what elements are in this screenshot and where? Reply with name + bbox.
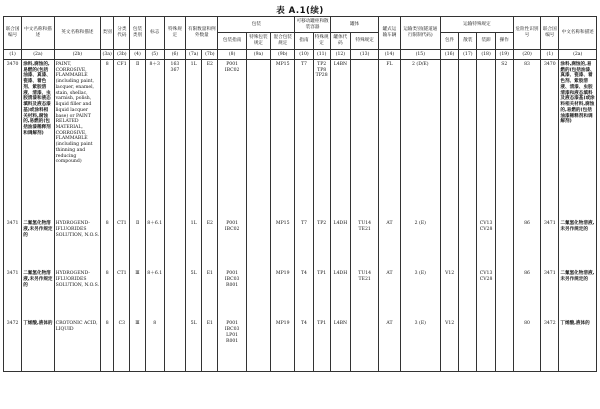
- dangerous-goods-table: [3, 16, 597, 372]
- cell-cn-name: 涂料,腐蚀的,易燃的(包括油漆、真漆、瓷漆、着色剂、紫胶溶液、清漆、虫胶清漆和液态填料及液态漆基)或涂料相关材料,腐蚀的,易燃的(包括油漆稀释剂和调解剂): [22, 59, 54, 219]
- column-number-row: [4, 49, 597, 59]
- cell-label: 8＋3: [145, 59, 164, 219]
- cell-limited-quantity: 5L: [186, 269, 202, 319]
- cell-loading: CV13 CV28: [477, 219, 495, 269]
- col-num: (6): [164, 49, 185, 59]
- col-num: (7a): [186, 49, 202, 59]
- table-row: [4, 219, 597, 269]
- cell-un-number: 3470: [4, 59, 22, 219]
- col-num: (2a): [559, 49, 597, 59]
- header-packing-group: 包装类别: [130, 17, 145, 50]
- header-tank-vehicle: 罐式运输车辆: [379, 17, 400, 50]
- header-tank-special: 特殊规定: [313, 33, 330, 49]
- cell-packing-group: Ⅲ: [130, 269, 145, 319]
- cell-un-number-2: 3470: [541, 59, 559, 219]
- cell-class-code: CF1: [114, 59, 130, 219]
- cell-packing-group: Ⅱ: [130, 59, 145, 219]
- cell-tank-special: TP2: [313, 219, 330, 269]
- col-num: (3a): [101, 49, 114, 59]
- cell-class-code: C3: [114, 319, 130, 371]
- table-row: [4, 59, 597, 219]
- header-tank-instruction: 指南: [295, 33, 313, 49]
- cell-cn-name: 二氟氢化物溶液,未另作规定的: [22, 269, 54, 319]
- cell-operation: [495, 319, 513, 371]
- col-num: (13): [351, 49, 379, 59]
- col-num: (20): [513, 49, 540, 59]
- cell-special-packing: [246, 319, 270, 371]
- cell-cn-name-2: 丁烯酸,液体的: [559, 319, 597, 371]
- cell-un-number-2: 3471: [541, 219, 559, 269]
- cell-packages: V12: [441, 269, 459, 319]
- header-group-portable-tank: 可移动罐柜和散装容器: [295, 17, 330, 33]
- cell-loading: CV13 CV28: [477, 269, 495, 319]
- cell-limited-quantity: 1L: [186, 219, 202, 269]
- cell-tank-code: L4DH: [330, 269, 350, 319]
- cell-un-number-2: 3472: [541, 319, 559, 371]
- header-un-number-2: 联合国编号: [541, 17, 559, 50]
- header-packages: 包件: [441, 33, 459, 49]
- cell-cn-name-2: 二氟氢化物溶液,未另作规定的: [559, 219, 597, 269]
- table-row: [4, 319, 597, 371]
- header-special-packing: 特殊包装规定: [246, 33, 270, 49]
- cell-excepted-quantity: E2: [202, 59, 218, 219]
- header-class: 类别: [101, 17, 114, 50]
- cell-tank-code: L4DH: [330, 219, 350, 269]
- cell-tank-instruction: T7: [295, 219, 313, 269]
- cell-tank-code: L4BN: [330, 319, 350, 371]
- cell-un-number: 3471: [4, 269, 22, 319]
- cell-class: 8: [101, 319, 114, 371]
- cell-tank-vehicle: FL: [379, 59, 400, 219]
- col-num: (18): [477, 49, 495, 59]
- cell-class-code: CT1: [114, 269, 130, 319]
- cell-special-provisions: [164, 219, 185, 269]
- cell-operation: S2: [495, 59, 513, 219]
- cell-cn-name: 丁烯酸,液体的: [22, 319, 54, 371]
- cell-cn-name-2: 涂料,腐蚀的,易燃的(包括油漆、真漆、瓷漆、着色剂、紫胶溶液、清漆、虫胶清漆和液态填料及液态漆基)或涂料相关材料,腐蚀的,易燃的(包括油漆稀释剂和调解剂): [559, 59, 597, 219]
- cell-tank-vehicle: AT: [379, 319, 400, 371]
- cell-label: 8: [145, 319, 164, 371]
- col-num: (11): [313, 49, 330, 59]
- cell-en-name: HYDROGEND-IFLUORIDES SOLUTION, N.O.S.: [54, 269, 101, 319]
- cell-bulk: [459, 219, 477, 269]
- header-loading: 装卸: [477, 33, 495, 49]
- cell-transport-category: 3 (E): [400, 319, 440, 371]
- col-num: (4): [130, 49, 145, 59]
- col-num: (9a): [246, 49, 270, 59]
- cell-cn-name-2: 二氟氢化物溶液,未另作规定的: [559, 269, 597, 319]
- cell-en-name: PAINT, CORROSIVE, FLAMMABLE (including paint, lacquer, enamel, stain, shellac, varnish, polish, liquid filler and liquid lacquer base) or PAINT RELATED MATERIAL, CORROSIVE, FLAMMABLE (including paint thinning and reducing compound): [54, 59, 101, 219]
- cell-special-packing: [246, 219, 270, 269]
- cell-un-number: 3472: [4, 319, 22, 371]
- col-num: (9b): [271, 49, 295, 59]
- cell-tank-special: TP2 TP8 TP28: [313, 59, 330, 219]
- cell-tank-special-2: TU14 TE21: [351, 269, 379, 319]
- cell-tank-special: TP1: [313, 319, 330, 371]
- header-class-code: 分类代码: [114, 17, 130, 50]
- cell-en-name: HYDROGEND-IFLUORIDES SOLUTION, N.O.S.: [54, 219, 101, 269]
- cell-cn-name: 二氟氢化物溶液,未另作规定的: [22, 219, 54, 269]
- col-num: (17): [459, 49, 477, 59]
- col-num: (8): [218, 49, 246, 59]
- cell-limited-quantity: 1L: [186, 59, 202, 219]
- cell-loading: [477, 59, 495, 219]
- cell-un-number: 3471: [4, 219, 22, 269]
- cell-excepted-quantity: E1: [202, 269, 218, 319]
- col-num: (5): [145, 49, 164, 59]
- col-num: (14): [379, 49, 400, 59]
- cell-hazard-id: 83: [513, 59, 540, 219]
- col-num: (12): [330, 49, 350, 59]
- cell-transport-category: 2 (E): [400, 219, 440, 269]
- cell-transport-category: 2 (D/E): [400, 59, 440, 219]
- cell-label: 8＋6.1: [145, 269, 164, 319]
- header-group-special: 运输特殊规定: [441, 17, 514, 33]
- header-group-packaging: 包装: [218, 17, 295, 33]
- cell-tank-special-2: TU14 TE21: [351, 219, 379, 269]
- col-num: (1): [541, 49, 559, 59]
- cell-tank-instruction: T4: [295, 269, 313, 319]
- col-num: (7b): [202, 49, 218, 59]
- header-row-groups: [4, 17, 597, 33]
- header-tank-code: 罐体代码: [330, 33, 350, 49]
- cell-mixed-packing: MP15: [271, 219, 295, 269]
- cell-special-packing: [246, 59, 270, 219]
- cell-class-code: CT1: [114, 219, 130, 269]
- cell-hazard-id: 86: [513, 219, 540, 269]
- header-special-provisions: 特殊规定: [164, 17, 185, 50]
- cell-tank-special-2: [351, 319, 379, 371]
- header-un-number: 联合国编号: [4, 17, 22, 50]
- cell-operation: [495, 219, 513, 269]
- header-group-tank: 罐体: [330, 17, 379, 33]
- header-transport-category: 运输类别(隧道通行限制代码): [400, 17, 440, 50]
- col-num: (10): [295, 49, 313, 59]
- col-num: (16): [441, 49, 459, 59]
- header-label: 标志: [145, 17, 164, 50]
- cell-class: 8: [101, 219, 114, 269]
- cell-class: 8: [101, 59, 114, 219]
- header-operation: 操作: [495, 33, 513, 49]
- cell-packing-instruction: P001 IBC02: [218, 59, 246, 219]
- cell-excepted-quantity: E2: [202, 219, 218, 269]
- cell-packing-instruction: P001 IBC03 LP01 R001: [218, 319, 246, 371]
- cell-special-provisions: [164, 319, 185, 371]
- header-limited-quantity: 有限数量和例外数量: [186, 17, 218, 50]
- cell-tank-instruction: T4: [295, 319, 313, 371]
- cell-packing-instruction: P001 IBC03 R001: [218, 269, 246, 319]
- cell-transport-category: 3 (E): [400, 269, 440, 319]
- col-num: (19): [495, 49, 513, 59]
- cell-packing-instruction: P001 IBC02: [218, 219, 246, 269]
- cell-loading: [477, 319, 495, 371]
- cell-bulk: [459, 269, 477, 319]
- header-hazard-id: 危险性识别号: [513, 17, 540, 50]
- header-cn-name-2: 中文名称和描述: [559, 17, 597, 50]
- cell-tank-special-2: [351, 59, 379, 219]
- table-row: [4, 269, 597, 319]
- cell-label: 8＋6.1: [145, 219, 164, 269]
- cell-mixed-packing: MP19: [271, 319, 295, 371]
- cell-tank-vehicle: AT: [379, 219, 400, 269]
- cell-tank-instruction: T7: [295, 59, 313, 219]
- cell-class: 8: [101, 269, 114, 319]
- cell-special-provisions: [164, 269, 185, 319]
- col-num: (2a): [22, 49, 54, 59]
- col-num: (3b): [114, 49, 130, 59]
- cell-bulk: [459, 319, 477, 371]
- col-num: (15): [400, 49, 440, 59]
- cell-tank-special: TP1: [313, 269, 330, 319]
- cell-hazard-id: 86: [513, 269, 540, 319]
- cell-special-packing: [246, 269, 270, 319]
- header-en-name: 英文名称和描述: [54, 17, 101, 50]
- table-title: 表 A.1(续): [276, 6, 324, 16]
- cell-limited-quantity: 5L: [186, 319, 202, 371]
- col-num: (2b): [54, 49, 101, 59]
- header-bulk: 散装: [459, 33, 477, 49]
- cell-bulk: [459, 59, 477, 219]
- cell-hazard-id: 80: [513, 319, 540, 371]
- cell-excepted-quantity: E1: [202, 319, 218, 371]
- header-mixed-packing: 混合包装规定: [271, 33, 295, 49]
- cell-packages: [441, 59, 459, 219]
- cell-tank-code: L4BN: [330, 59, 350, 219]
- cell-special-provisions: 163 367: [164, 59, 185, 219]
- header-tank-special-2: 特殊规定: [351, 33, 379, 49]
- cell-packing-group: Ⅲ: [130, 319, 145, 371]
- cell-tank-vehicle: AT: [379, 269, 400, 319]
- header-packing-instruction: 包装指南: [218, 33, 246, 49]
- cell-en-name: CROTONIC ACID, LIQUID: [54, 319, 101, 371]
- cell-operation: [495, 269, 513, 319]
- cell-packages: V12: [441, 319, 459, 371]
- cell-packing-group: Ⅱ: [130, 219, 145, 269]
- header-cn-name: 中文名称和描述: [22, 17, 54, 50]
- cell-packages: [441, 219, 459, 269]
- col-num: (1): [4, 49, 22, 59]
- cell-mixed-packing: MP15: [271, 59, 295, 219]
- cell-un-number-2: 3471: [541, 269, 559, 319]
- cell-mixed-packing: MP19: [271, 269, 295, 319]
